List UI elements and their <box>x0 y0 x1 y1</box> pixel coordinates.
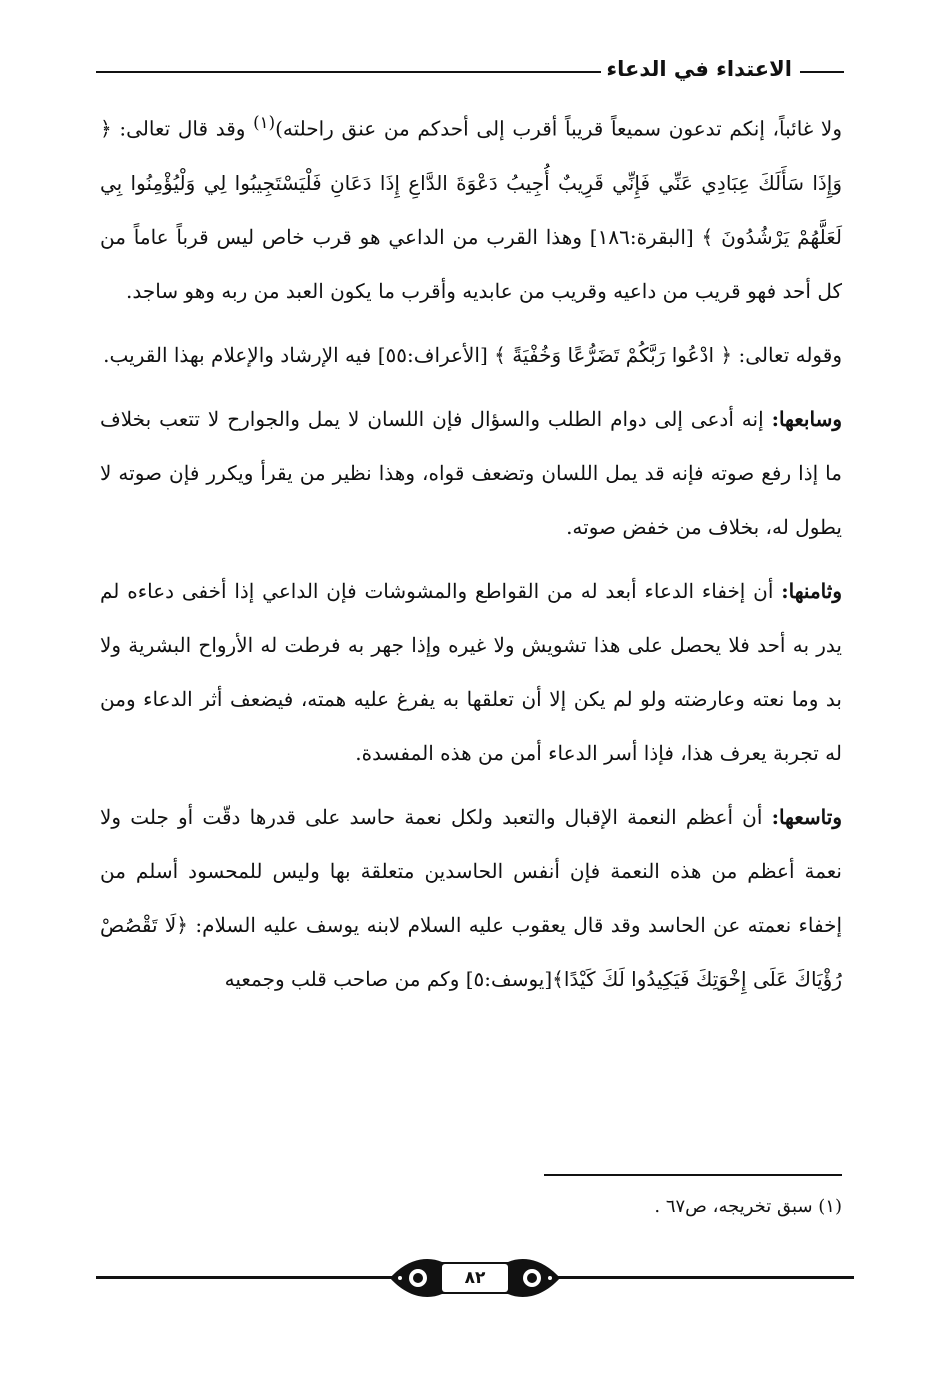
quran-verse: ﴿ وَإِذَا سَأَلَكَ عِبَادِي عَنِّي فَإِنِّي قَرِيبٌ أُجِيبُ دَعْوَةَ الدَّاعِ إِذَا دَعَانِ فَلْيَسْتَجِيبُوا لِي وَلْيُؤْمِنُوا بِي لَعَلَّهُمْ يَرْشُدُونَ ﴾ <box>100 116 842 249</box>
header-rule <box>96 71 601 73</box>
quran-intro: وقد قال تعالى: <box>111 116 254 141</box>
paragraph-lead: وتاسعها: <box>771 804 842 829</box>
paragraph <box>100 328 842 382</box>
main-text <box>100 96 842 1016</box>
paragraph-text: أن أعظم النعمة الإقبال والتعبد ولكل نعمة حاسد على قدرها دقّت أو جلت ولا نعمة أعظم من هذه النعمة فإن أنفس الحاسدين متعلقة بها وليس للمحسود أسلم من إخفاء نعمته عن الحاسد وقد قال يعقوب عليه السلام لابنه يوسف عليه السلام: <box>100 804 843 937</box>
paragraph-text: [الأعراف:٥٥] فيه الإرشاد والإعلام بهذا القريب. <box>103 342 495 367</box>
running-title: الاعتداء في الدعاء <box>606 57 792 81</box>
footnote-marker: (١) <box>253 113 276 132</box>
paragraph-text: ولا غائباً، إنكم تدعون سميعاً قريباً أقرب إلى أحدكم من عنق راحلته) <box>275 116 842 141</box>
footnote: (١) سبق تخريجه، ص٦٧ . <box>654 1196 842 1217</box>
paragraph-lead: وثامنها: <box>781 578 842 603</box>
paragraph-lead: وسابعها: <box>771 406 842 431</box>
footer-rule-right <box>554 1276 854 1279</box>
paragraph <box>100 564 842 780</box>
page-header <box>96 44 844 84</box>
footnote-rule <box>544 1174 842 1176</box>
paragraph <box>100 392 842 554</box>
paragraph <box>100 96 842 318</box>
footer-rule-left <box>96 1276 396 1279</box>
paragraph-text: إنه أدعى إلى دوام الطلب والسؤال فإن اللسان لا يمل والجوارح لا تتعب بخلاف ما إذا رفع صوته فإنه قد يمل اللسان وتضعف قواه، وهذا نظير من يقرأ ويكرر فإن صوته لا يطول له، بخلاف من خفض صوته. <box>100 406 842 539</box>
paragraph <box>100 790 842 1006</box>
paragraph-text: أن إخفاء الدعاء أبعد له من القواطع والمشوشات فإن الداعي إذا أخفى دعاءه لم يدر به أحد فلا يحصل على هذا تشويش ولا غيره وإذا جهر به فرطت له الأرواح البشرية ولا بد وما نعته وعارضته ولو لم يكن إلا أن تعلقها به يفرغ عليه همته، فيضعف أثر الدعاء ومن له تجربة يعرف هذا، فإذا أسر الدعاء أمن من هذه المفسدة. <box>100 578 842 765</box>
quran-verse: ﴿لَا تَقْصُصْ رُؤْيَاكَ عَلَى إِخْوَتِكَ فَيَكِيدُوا لَكَ كَيْدًا﴾ <box>100 912 842 991</box>
page-footer <box>96 1252 854 1304</box>
quran-verse: ﴿ ادْعُوا رَبَّكُمْ تَضَرُّعًا وَخُفْيَةً ﴾ <box>494 342 733 367</box>
header-rule-short <box>800 71 844 73</box>
paragraph-intro: وقوله تعالى: <box>732 342 842 367</box>
paragraph-text: [البقرة:١٨٦] وهذا القرب من الداعي هو قرب خاص ليس قرباً عاماً من كل أحد فهو قريب من داعيه وقريب من عابديه وأقرب ما يكون العبد من ربه وهو ساجد. <box>100 224 842 303</box>
paragraph-text: [يوسف:٥] وكم من صاحب قلب وجمعيه <box>224 966 553 991</box>
page-number: ٨٢ <box>442 1264 508 1292</box>
